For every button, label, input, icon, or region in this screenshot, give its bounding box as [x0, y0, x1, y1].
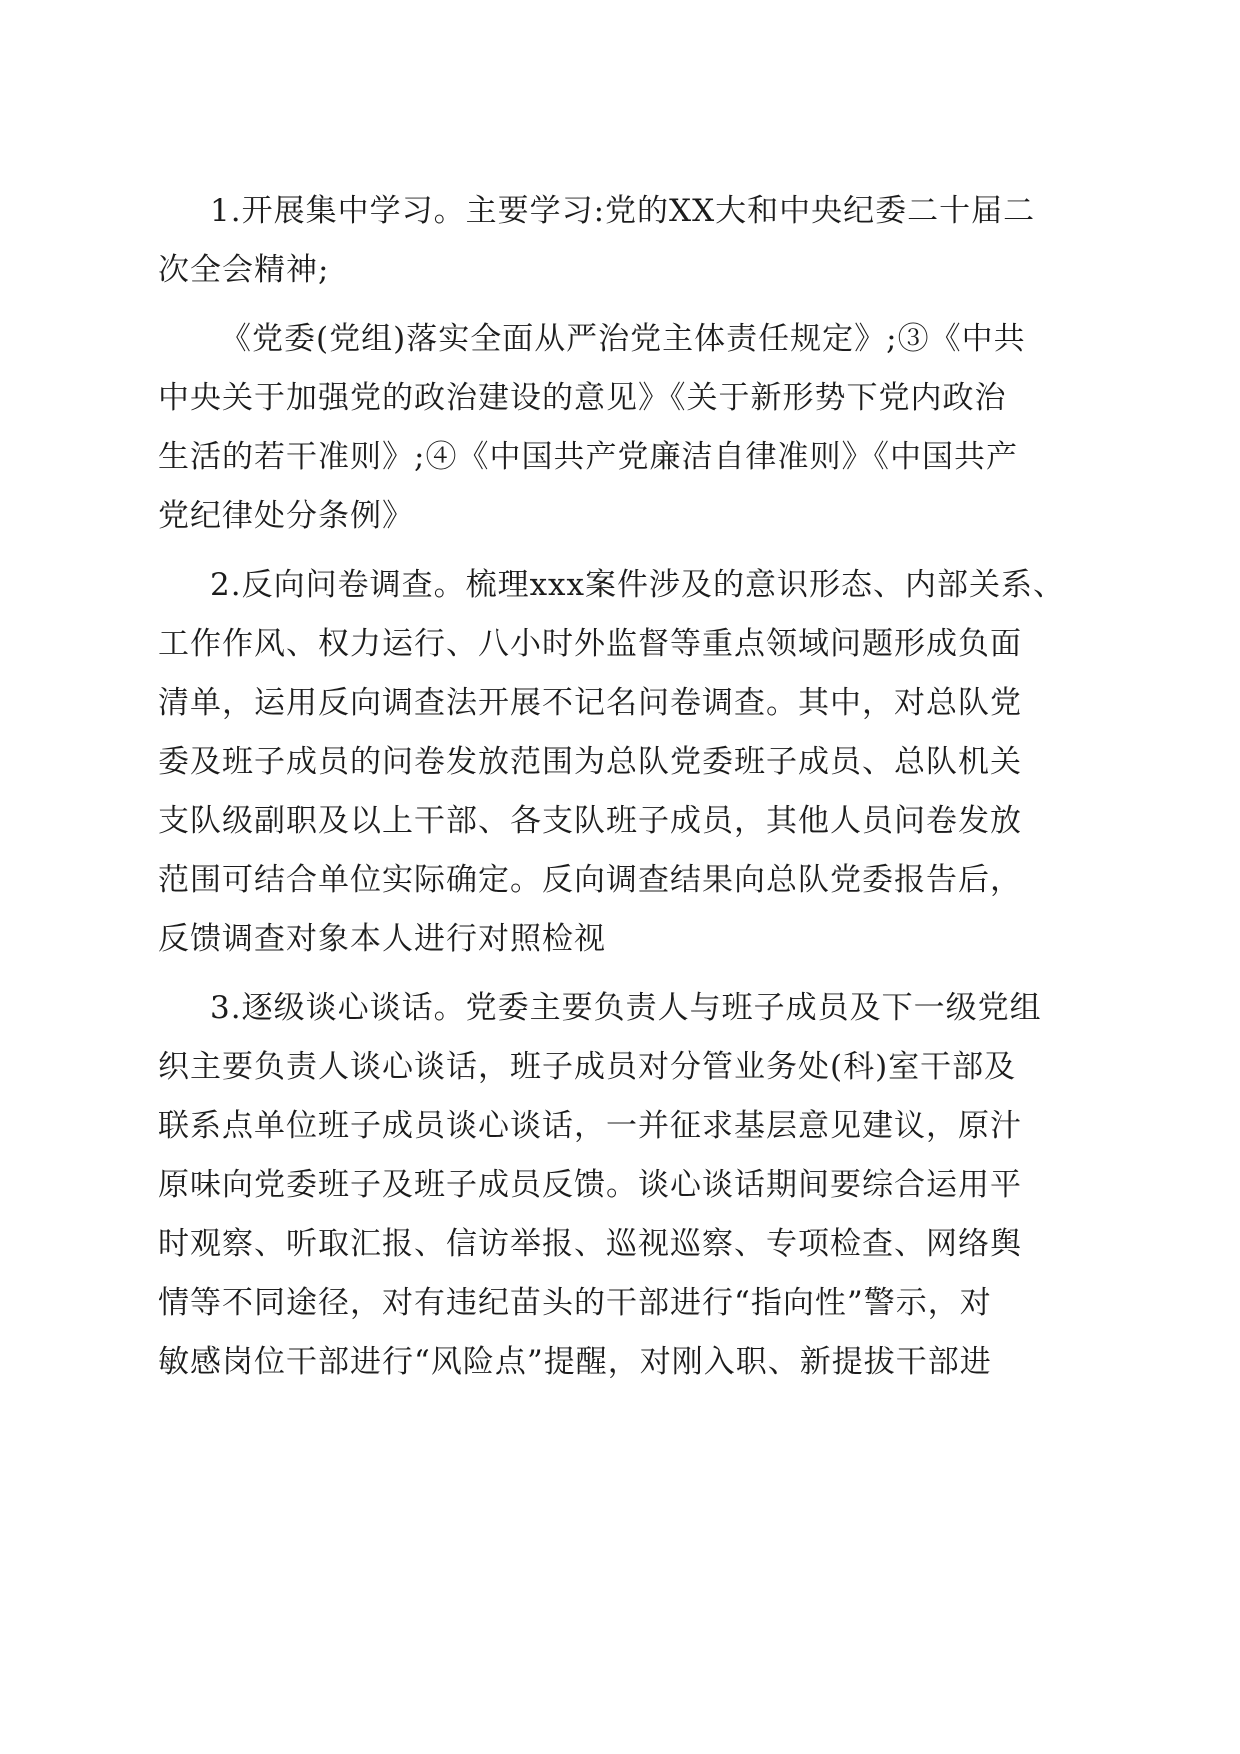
- text-line: 生活的若干准则》;④《中国共产党廉洁自律准则》《中国共产: [158, 439, 1018, 475]
- text-line: 《党委(党组)落实全面从严治党主体责任规定》;③《中共: [220, 321, 1026, 357]
- paragraph-3-heart-to-heart-talks: [158, 979, 1098, 1392]
- text-line: 工作作风、权力运行、八小时外监督等重点领域问题形成负面: [158, 626, 1022, 662]
- text-line: 情等不同途径，对有违纪苗头的干部进行“指向性”警示，对: [158, 1285, 992, 1321]
- text-line: 范围可结合单位实际确定。反向调查结果向总队党委报告后，: [158, 862, 1022, 898]
- text-line: 原味向党委班子及班子成员反馈。谈心谈话期间要综合运用平: [158, 1167, 1022, 1203]
- paragraph-1-concentrated-study: [158, 182, 1098, 300]
- paragraph-2-reverse-survey: [158, 556, 1098, 969]
- text-line: 2.反向问卷调查。梳理xxx案件涉及的意识形态、内部关系、: [210, 567, 1066, 603]
- text-line: 1.开展集中学习。主要学习:党的XX大和中央纪委二十届二: [210, 193, 1036, 229]
- text-line: 联系点单位班子成员谈心谈话，一并征求基层意见建议，原汁: [158, 1108, 1022, 1144]
- document-body: [158, 182, 1098, 1402]
- text-line: 委及班子成员的问卷发放范围为总队党委班子成员、总队机关: [158, 744, 1022, 780]
- text-line: 织主要负责人谈心谈话，班子成员对分管业务处(科)室干部及: [158, 1049, 1017, 1085]
- text-line: 3.逐级谈心谈话。党委主要负责人与班子成员及下一级党组: [210, 990, 1042, 1026]
- text-line: 次全会精神;: [158, 252, 330, 288]
- text-line: 时观察、听取汇报、信访举报、巡视巡察、专项检查、网络舆: [158, 1226, 1022, 1262]
- paragraph-study-materials: [158, 310, 1098, 546]
- text-line: 支队级副职及以上干部、各支队班子成员，其他人员问卷发放: [158, 803, 1022, 839]
- text-line: 清单，运用反向调查法开展不记名问卷调查。其中，对总队党: [158, 685, 1022, 721]
- text-line: 敏感岗位干部进行“风险点”提醒，对刚入职、新提拔干部进: [158, 1344, 992, 1380]
- text-line: 反馈调查对象本人进行对照检视: [158, 921, 606, 957]
- text-line: 中央关于加强党的政治建设的意见》《关于新形势下党内政治: [158, 380, 1007, 416]
- text-line: 党纪律处分条例》: [158, 498, 414, 534]
